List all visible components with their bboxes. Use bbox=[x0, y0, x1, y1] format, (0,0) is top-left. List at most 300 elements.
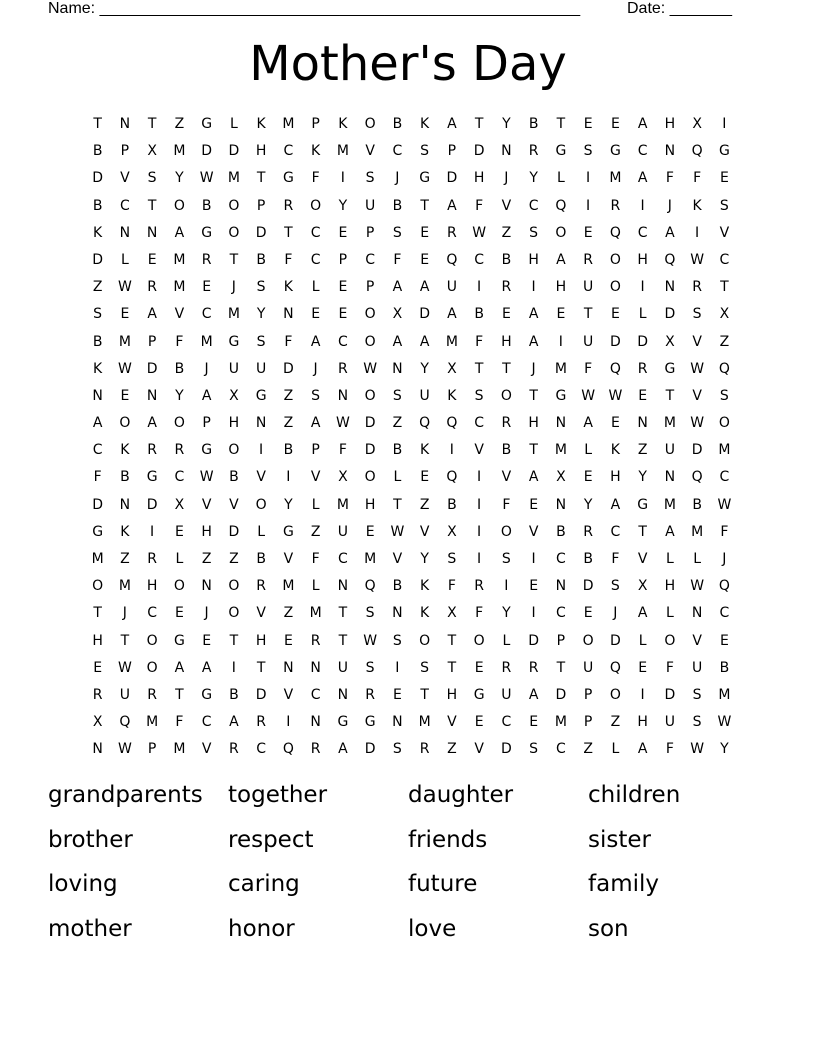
grid-letter: F bbox=[475, 605, 484, 622]
grid-letter: D bbox=[228, 143, 240, 160]
letter-grid bbox=[84, 114, 738, 767]
date-field-label: Date: _______ bbox=[627, 0, 732, 17]
grid-letter: S bbox=[311, 387, 321, 404]
grid-letter: R bbox=[229, 741, 239, 758]
grid-letter: Q bbox=[364, 578, 376, 595]
grid-letter: E bbox=[501, 306, 511, 323]
grid-letter: T bbox=[420, 686, 429, 703]
grid-letter: Y bbox=[502, 605, 511, 622]
grid-letter: A bbox=[174, 659, 185, 676]
grid-letter: R bbox=[365, 686, 375, 703]
grid-letter: D bbox=[364, 741, 376, 758]
grid-letter: O bbox=[364, 333, 376, 350]
grid-letter: G bbox=[609, 143, 621, 160]
grid-letter: X bbox=[447, 605, 457, 622]
grid-letter: S bbox=[365, 170, 375, 187]
grid-row bbox=[84, 114, 738, 141]
grid-letter: S bbox=[392, 741, 402, 758]
grid-letter: C bbox=[283, 143, 294, 160]
grid-letter: M bbox=[173, 251, 186, 268]
grid-letter: B bbox=[447, 496, 457, 513]
grid-letter: O bbox=[718, 415, 730, 432]
grid-letter: Y bbox=[175, 170, 184, 187]
grid-letter: P bbox=[556, 632, 566, 649]
grid-letter: T bbox=[338, 605, 348, 622]
grid-letter: T bbox=[502, 360, 511, 377]
grid-letter: Y bbox=[720, 741, 729, 758]
grid-letter: W bbox=[690, 251, 705, 268]
grid-letter: C bbox=[392, 143, 403, 160]
grid-letter: D bbox=[609, 333, 621, 350]
grid-letter: I bbox=[477, 469, 482, 486]
grid-letter: Q bbox=[691, 143, 703, 160]
grid-letter: N bbox=[201, 578, 212, 595]
grid-letter: Z bbox=[583, 741, 593, 758]
grid-letter: K bbox=[256, 116, 266, 132]
grid-letter: E bbox=[338, 279, 348, 296]
grid-letter: C bbox=[119, 197, 130, 214]
grid-letter: O bbox=[173, 415, 185, 432]
grid-letter: W bbox=[717, 496, 732, 513]
grid-letter: U bbox=[446, 279, 457, 296]
grid-letter: W bbox=[690, 578, 705, 595]
grid-letter: V bbox=[501, 197, 512, 214]
grid-letter: L bbox=[611, 741, 620, 758]
grid-letter: Q bbox=[555, 197, 567, 214]
grid-letter: S bbox=[501, 551, 511, 567]
grid-letter: H bbox=[92, 632, 103, 649]
grid-letter: T bbox=[474, 360, 484, 377]
grid-letter: E bbox=[529, 578, 539, 595]
grid-letter: Y bbox=[502, 116, 511, 132]
grid-letter: N bbox=[92, 387, 103, 404]
grid-letter: E bbox=[202, 279, 212, 296]
grid-letter: G bbox=[201, 224, 213, 241]
grid-letter: P bbox=[202, 415, 211, 432]
grid-letter: F bbox=[393, 251, 402, 268]
grid-letter: L bbox=[311, 279, 320, 296]
grid-letter: F bbox=[720, 523, 729, 540]
grid-letter: P bbox=[447, 143, 457, 160]
grid-letter: M bbox=[173, 143, 186, 160]
grid-letter: M bbox=[282, 116, 295, 132]
grid-letter: B bbox=[92, 197, 103, 214]
grid-letter: S bbox=[147, 170, 157, 187]
grid-letter: D bbox=[609, 632, 621, 649]
word-list-item: brother bbox=[48, 826, 133, 853]
grid-letter: U bbox=[664, 442, 675, 459]
grid-letter: B bbox=[528, 116, 539, 132]
grid-letter: M bbox=[227, 306, 240, 323]
grid-letter: D bbox=[255, 686, 267, 703]
grid-letter: I bbox=[340, 170, 345, 187]
grid-letter: R bbox=[283, 197, 294, 214]
grid-letter: V bbox=[474, 741, 484, 758]
grid-letter: I bbox=[558, 333, 563, 350]
grid-letter: C bbox=[528, 197, 539, 214]
grid-letter: T bbox=[93, 116, 102, 132]
grid-letter: G bbox=[364, 714, 376, 731]
grid-letter: H bbox=[637, 714, 648, 731]
grid-letter: I bbox=[586, 170, 591, 187]
name-field-label: Name: ______________________________________________________ bbox=[48, 0, 581, 17]
grid-letter: R bbox=[447, 224, 457, 241]
grid-letter: Y bbox=[175, 387, 184, 404]
grid-letter: Q bbox=[664, 251, 676, 268]
grid-letter: R bbox=[528, 659, 539, 676]
grid-letter: U bbox=[692, 659, 703, 676]
grid-letter: S bbox=[692, 306, 702, 323]
grid-letter: A bbox=[201, 659, 212, 676]
grid-letter: B bbox=[256, 251, 266, 268]
grid-letter: Z bbox=[283, 387, 294, 404]
grid-letter: B bbox=[120, 469, 130, 486]
grid-letter: Y bbox=[338, 197, 348, 214]
grid-letter: C bbox=[256, 741, 267, 758]
grid-letter: S bbox=[583, 143, 593, 160]
grid-letter: O bbox=[609, 686, 621, 703]
grid-letter: R bbox=[419, 741, 430, 758]
grid-letter: L bbox=[175, 551, 184, 567]
grid-letter: G bbox=[473, 686, 485, 703]
grid-letter: G bbox=[146, 469, 158, 486]
grid-letter: A bbox=[147, 306, 157, 323]
grid-letter: B bbox=[556, 523, 566, 540]
grid-letter: V bbox=[256, 469, 266, 486]
grid-letter: H bbox=[664, 116, 676, 132]
grid-letter: E bbox=[120, 306, 130, 323]
grid-letter: C bbox=[147, 605, 158, 622]
grid-letter: E bbox=[719, 632, 729, 649]
grid-letter: M bbox=[718, 686, 731, 703]
grid-letter: B bbox=[392, 578, 403, 595]
grid-letter: C bbox=[310, 251, 321, 268]
grid-letter: V bbox=[719, 224, 730, 241]
grid-letter: T bbox=[447, 659, 457, 676]
grid-letter: U bbox=[337, 659, 348, 676]
grid-letter: N bbox=[392, 714, 403, 731]
grid-letter: K bbox=[311, 143, 321, 160]
grid-letter: E bbox=[529, 496, 539, 513]
grid-letter: K bbox=[120, 442, 130, 459]
grid-letter: R bbox=[201, 251, 212, 268]
grid-letter: J bbox=[667, 197, 672, 214]
grid-letter: K bbox=[420, 442, 430, 459]
grid-letter: B bbox=[229, 686, 239, 703]
grid-letter: E bbox=[610, 116, 620, 132]
grid-letter: R bbox=[147, 686, 157, 703]
grid-letter: B bbox=[283, 442, 294, 459]
grid-letter: T bbox=[720, 279, 729, 296]
grid-letter: X bbox=[229, 387, 239, 404]
grid-letter: W bbox=[690, 741, 705, 758]
grid-letter: F bbox=[584, 360, 593, 377]
grid-letter: E bbox=[529, 714, 539, 731]
grid-letter: M bbox=[173, 279, 186, 296]
grid-letter: I bbox=[640, 279, 645, 296]
grid-letter: Z bbox=[447, 741, 457, 758]
grid-letter: E bbox=[338, 224, 348, 241]
grid-letter: D bbox=[201, 143, 213, 160]
grid-letter: F bbox=[338, 442, 347, 459]
grid-letter: N bbox=[392, 605, 403, 622]
grid-letter: Z bbox=[283, 605, 294, 622]
grid-letter: Z bbox=[201, 551, 212, 567]
grid-letter: B bbox=[392, 442, 403, 459]
grid-letter: C bbox=[637, 224, 648, 241]
grid-letter: I bbox=[259, 442, 264, 459]
grid-letter: O bbox=[228, 605, 240, 622]
grid-letter: U bbox=[119, 686, 130, 703]
grid-letter: B bbox=[392, 116, 403, 132]
grid-letter: N bbox=[310, 659, 321, 676]
grid-letter: C bbox=[637, 143, 648, 160]
grid-letter: B bbox=[92, 333, 103, 350]
word-list-item: daughter bbox=[408, 782, 514, 808]
grid-row bbox=[84, 223, 738, 250]
grid-letter: M bbox=[118, 578, 131, 595]
grid-letter: E bbox=[420, 224, 430, 241]
grid-letter: T bbox=[556, 659, 566, 676]
grid-letter: I bbox=[150, 523, 155, 540]
grid-row bbox=[84, 250, 738, 277]
grid-letter: A bbox=[92, 415, 103, 432]
grid-letter: D bbox=[92, 251, 104, 268]
grid-letter: V bbox=[419, 523, 430, 540]
grid-letter: H bbox=[201, 523, 212, 540]
grid-letter: A bbox=[229, 714, 239, 731]
grid-letter: T bbox=[583, 306, 593, 323]
grid-letter: S bbox=[256, 333, 266, 350]
grid-letter: E bbox=[147, 251, 157, 268]
grid-letter: I bbox=[477, 496, 482, 513]
grid-letter: S bbox=[692, 714, 702, 731]
grid-letter: Q bbox=[446, 251, 458, 268]
grid-letter: W bbox=[117, 279, 132, 296]
grid-letter: Y bbox=[583, 496, 593, 513]
grid-letter: D bbox=[255, 224, 267, 241]
grid-letter: A bbox=[419, 333, 430, 350]
grid-letter: I bbox=[286, 714, 291, 731]
grid-letter: Z bbox=[392, 415, 403, 432]
grid-letter: Z bbox=[174, 116, 185, 132]
word-list-item: family bbox=[588, 871, 659, 897]
grid-letter: D bbox=[664, 686, 676, 703]
grid-letter: L bbox=[638, 306, 647, 323]
grid-letter: L bbox=[556, 170, 565, 187]
grid-letter: X bbox=[692, 116, 702, 132]
grid-letter: X bbox=[665, 333, 675, 350]
grid-letter: S bbox=[392, 632, 402, 649]
grid-letter: D bbox=[500, 741, 512, 758]
grid-letter: N bbox=[119, 224, 131, 241]
grid-letter: T bbox=[256, 659, 266, 676]
grid-row bbox=[84, 549, 738, 576]
grid-letter: L bbox=[311, 496, 320, 513]
grid-letter: P bbox=[338, 251, 348, 268]
grid-letter: R bbox=[147, 279, 157, 296]
grid-letter: L bbox=[257, 523, 266, 540]
grid-letter: C bbox=[610, 523, 621, 540]
grid-letter: A bbox=[665, 224, 675, 241]
grid-letter: I bbox=[640, 686, 645, 703]
grid-letter: R bbox=[501, 279, 512, 296]
grid-letter: Y bbox=[420, 360, 429, 377]
grid-letter: D bbox=[528, 632, 540, 649]
grid-letter: V bbox=[120, 170, 130, 187]
grid-letter: Y bbox=[638, 469, 647, 486]
grid-letter: T bbox=[147, 197, 157, 214]
grid-letter: Q bbox=[609, 360, 621, 377]
grid-letter: M bbox=[227, 170, 240, 187]
grid-letter: W bbox=[117, 741, 132, 758]
grid-letter: V bbox=[256, 605, 266, 622]
grid-row bbox=[84, 467, 738, 494]
grid-letter: A bbox=[528, 306, 539, 323]
grid-row bbox=[84, 332, 738, 359]
grid-letter: R bbox=[147, 442, 157, 459]
grid-letter: Q bbox=[718, 360, 730, 377]
grid-letter: U bbox=[583, 333, 594, 350]
grid-row bbox=[84, 522, 738, 549]
grid-letter: N bbox=[637, 415, 648, 432]
grid-letter: M bbox=[445, 333, 458, 350]
grid-letter: D bbox=[473, 143, 485, 160]
grid-letter: J bbox=[504, 170, 509, 187]
grid-letter: S bbox=[610, 578, 620, 595]
grid-letter: O bbox=[664, 632, 676, 649]
grid-letter: Q bbox=[609, 224, 621, 241]
grid-letter: T bbox=[256, 170, 266, 187]
grid-letter: J bbox=[204, 360, 209, 377]
grid-letter: H bbox=[364, 496, 376, 513]
grid-letter: B bbox=[174, 360, 185, 377]
grid-letter: G bbox=[173, 632, 185, 649]
grid-letter: L bbox=[311, 578, 320, 595]
page-title: Mother's Day bbox=[249, 36, 567, 92]
grid-letter: N bbox=[92, 741, 103, 758]
grid-letter: B bbox=[692, 496, 702, 513]
word-list-item: friends bbox=[408, 826, 488, 853]
grid-letter: M bbox=[173, 741, 186, 758]
grid-row bbox=[84, 413, 738, 440]
grid-letter: W bbox=[199, 469, 214, 486]
grid-letter: S bbox=[93, 306, 103, 323]
grid-letter: S bbox=[529, 741, 539, 758]
grid-letter: M bbox=[282, 578, 295, 595]
grid-letter: F bbox=[175, 333, 184, 350]
grid-letter: M bbox=[336, 143, 349, 160]
grid-letter: O bbox=[555, 224, 567, 241]
grid-letter: X bbox=[447, 523, 457, 540]
grid-letter: C bbox=[365, 251, 376, 268]
grid-letter: F bbox=[611, 551, 620, 567]
grid-letter: V bbox=[174, 306, 185, 323]
grid-letter: E bbox=[420, 251, 430, 268]
grid-letter: G bbox=[637, 496, 649, 513]
grid-letter: W bbox=[472, 224, 487, 241]
grid-letter: S bbox=[392, 224, 402, 241]
grid-letter: K bbox=[420, 116, 430, 132]
grid-letter: H bbox=[664, 578, 676, 595]
grid-letter: U bbox=[501, 686, 512, 703]
grid-letter: A bbox=[310, 415, 321, 432]
grid-row bbox=[84, 495, 738, 522]
grid-row bbox=[84, 712, 738, 739]
word-list-item: grandparents bbox=[48, 782, 203, 808]
grid-letter: W bbox=[117, 360, 132, 377]
grid-letter: O bbox=[146, 632, 158, 649]
grid-letter: T bbox=[447, 632, 457, 649]
grid-letter: W bbox=[363, 360, 378, 377]
grid-letter: U bbox=[419, 387, 430, 404]
grid-letter: F bbox=[502, 496, 511, 513]
grid-letter: R bbox=[147, 551, 157, 567]
grid-letter: E bbox=[583, 116, 593, 132]
grid-letter: T bbox=[93, 605, 102, 622]
grid-letter: L bbox=[229, 116, 238, 132]
grid-letter: E bbox=[474, 659, 484, 676]
grid-letter: B bbox=[474, 306, 484, 323]
grid-letter: O bbox=[92, 578, 104, 595]
grid-letter: U bbox=[664, 714, 675, 731]
grid-letter: W bbox=[690, 360, 705, 377]
grid-letter: E bbox=[719, 170, 729, 187]
grid-letter: E bbox=[365, 523, 375, 540]
grid-letter: A bbox=[637, 605, 648, 622]
grid-letter: N bbox=[146, 224, 158, 241]
grid-letter: V bbox=[637, 551, 648, 567]
grid-letter: K bbox=[610, 442, 620, 459]
grid-letter: N bbox=[664, 469, 676, 486]
grid-letter: K bbox=[93, 360, 103, 377]
grid-letter: I bbox=[449, 442, 454, 459]
grid-letter: I bbox=[286, 469, 291, 486]
grid-letter: N bbox=[501, 143, 512, 160]
grid-letter: C bbox=[474, 251, 485, 268]
grid-letter: G bbox=[419, 170, 431, 187]
grid-letter: G bbox=[555, 387, 567, 404]
grid-letter: L bbox=[638, 632, 647, 649]
grid-letter: J bbox=[531, 360, 536, 377]
grid-letter: Q bbox=[119, 714, 131, 731]
grid-letter: H bbox=[637, 251, 648, 268]
grid-letter: M bbox=[609, 170, 622, 187]
grid-letter: T bbox=[420, 197, 429, 214]
grid-letter: P bbox=[147, 741, 157, 758]
grid-letter: T bbox=[229, 632, 239, 649]
grid-letter: I bbox=[695, 224, 700, 241]
grid-letter: F bbox=[475, 333, 484, 350]
grid-letter: R bbox=[256, 714, 266, 731]
grid-letter: H bbox=[528, 415, 539, 432]
grid-row bbox=[84, 658, 738, 685]
grid-letter: G bbox=[282, 523, 294, 540]
grid-letter: P bbox=[147, 333, 157, 350]
grid-letter: O bbox=[173, 197, 185, 214]
grid-letter: O bbox=[146, 659, 158, 676]
grid-letter: C bbox=[92, 442, 103, 459]
grid-letter: Y bbox=[420, 551, 429, 567]
grid-letter: O bbox=[500, 523, 512, 540]
grid-letter: B bbox=[256, 551, 266, 567]
grid-letter: Z bbox=[229, 551, 239, 567]
grid-letter: D bbox=[691, 442, 703, 459]
grid-letter: E bbox=[283, 632, 293, 649]
grid-row bbox=[84, 196, 738, 223]
word-list-item: future bbox=[408, 871, 478, 897]
grid-letter: N bbox=[283, 306, 294, 323]
